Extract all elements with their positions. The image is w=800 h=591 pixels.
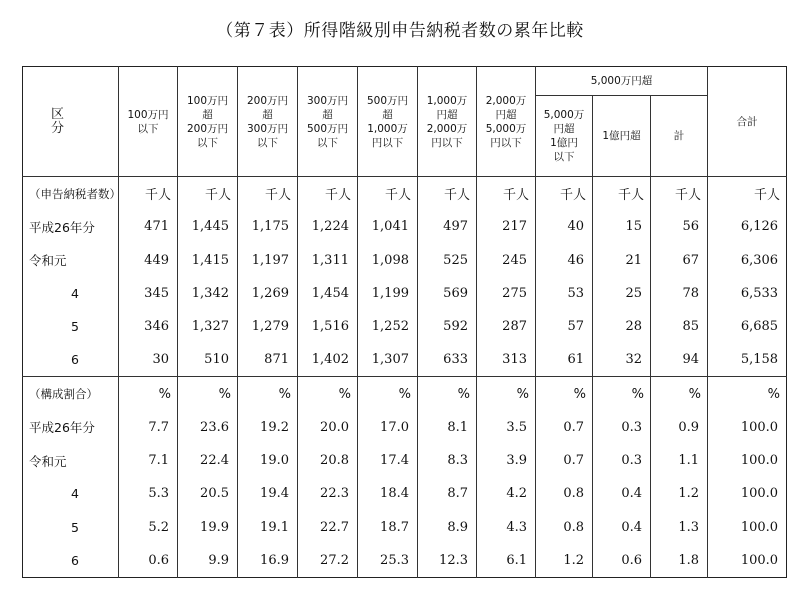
data-cell: 27.2 xyxy=(298,544,358,578)
row-label: 令和元 xyxy=(29,453,67,469)
data-cell: 40 xyxy=(536,210,593,243)
row-label: 6 xyxy=(71,552,79,568)
data-cell: 0.6 xyxy=(119,544,178,578)
data-cell: 0.9 xyxy=(651,411,708,444)
data-cell: 1.8 xyxy=(651,544,708,578)
data-cell: 20.0 xyxy=(298,411,358,444)
data-cell: 1,252 xyxy=(358,310,418,343)
unit-cell: 千人 xyxy=(418,177,477,211)
row-label: 6 xyxy=(71,352,79,368)
group-header-over-50m: 5,000万円超 xyxy=(536,67,708,96)
data-cell: 217 xyxy=(477,210,536,243)
data-cell: 1,279 xyxy=(238,310,298,343)
table-row xyxy=(23,310,787,343)
data-cell: 19.4 xyxy=(238,477,298,510)
data-cell: 17.4 xyxy=(358,444,418,477)
data-cell: 56 xyxy=(651,210,708,243)
data-cell: 30 xyxy=(119,343,178,377)
data-cell: 0.8 xyxy=(536,510,593,543)
data-cell: 275 xyxy=(477,277,536,310)
unit-cell: % xyxy=(651,377,708,411)
data-cell: 1,516 xyxy=(298,310,358,343)
data-cell: 22.4 xyxy=(178,444,238,477)
table-title: （第７表）所得階級別申告納税者数の累年比較 xyxy=(216,21,584,41)
column-header: 2,000万 円超 5,000万 円以下 xyxy=(477,67,536,177)
data-cell: 6,306 xyxy=(708,243,787,276)
data-cell: 57 xyxy=(536,310,593,343)
data-cell: 1.2 xyxy=(536,544,593,578)
data-cell: 346 xyxy=(119,310,178,343)
unit-cell: % xyxy=(178,377,238,411)
data-cell: 1.2 xyxy=(651,477,708,510)
data-cell: 1,402 xyxy=(298,343,358,377)
data-cell: 100.0 xyxy=(708,544,787,578)
unit-cell: 千人 xyxy=(238,177,298,211)
data-cell: 871 xyxy=(238,343,298,377)
unit-cell: 千人 xyxy=(358,177,418,211)
unit-cell: 千人 xyxy=(298,177,358,211)
unit-row xyxy=(23,177,787,211)
data-cell: 19.1 xyxy=(238,510,298,543)
row-label: 4 xyxy=(71,486,79,502)
data-cell: 5.3 xyxy=(119,477,178,510)
data-cell: 28 xyxy=(593,310,651,343)
data-cell: 7.7 xyxy=(119,411,178,444)
sub-column-header: 1億円超 xyxy=(593,96,651,177)
data-cell: 100.0 xyxy=(708,510,787,543)
table-row xyxy=(23,243,787,276)
data-cell: 20.8 xyxy=(298,444,358,477)
data-cell: 8.7 xyxy=(418,477,477,510)
data-cell: 46 xyxy=(536,243,593,276)
table-row xyxy=(23,277,787,310)
data-cell: 1,445 xyxy=(178,210,238,243)
unit-cell: 千人 xyxy=(477,177,536,211)
data-cell: 9.9 xyxy=(178,544,238,578)
data-cell: 100.0 xyxy=(708,444,787,477)
data-cell: 6.1 xyxy=(477,544,536,578)
section-label: （申告納税者数） xyxy=(23,177,119,211)
data-cell: 6,126 xyxy=(708,210,787,243)
unit-cell: 千人 xyxy=(178,177,238,211)
data-cell: 17.0 xyxy=(358,411,418,444)
sub-column-header: 5,000万 円超 1億円 以下 xyxy=(536,96,593,177)
data-cell: 6,533 xyxy=(708,277,787,310)
data-cell: 1,224 xyxy=(298,210,358,243)
row-label: 令和元 xyxy=(29,253,67,269)
data-cell: 85 xyxy=(651,310,708,343)
data-cell: 8.1 xyxy=(418,411,477,444)
data-cell: 3.9 xyxy=(477,444,536,477)
data-cell: 21 xyxy=(593,243,651,276)
data-cell: 569 xyxy=(418,277,477,310)
unit-cell: % xyxy=(593,377,651,411)
data-cell: 0.7 xyxy=(536,444,593,477)
data-cell: 22.3 xyxy=(298,477,358,510)
unit-cell: 千人 xyxy=(593,177,651,211)
data-cell: 313 xyxy=(477,343,536,377)
data-cell: 1,307 xyxy=(358,343,418,377)
table-row xyxy=(23,411,787,444)
data-cell: 15 xyxy=(593,210,651,243)
column-header: 100万円 超 200万円 以下 xyxy=(178,67,238,177)
data-cell: 20.5 xyxy=(178,477,238,510)
unit-cell: 千人 xyxy=(651,177,708,211)
data-cell: 25 xyxy=(593,277,651,310)
table-row xyxy=(23,210,787,243)
unit-cell: % xyxy=(298,377,358,411)
column-header: 500万円 超 1,000万 円以下 xyxy=(358,67,418,177)
data-cell: 510 xyxy=(178,343,238,377)
unit-cell: % xyxy=(238,377,298,411)
data-cell: 12.3 xyxy=(418,544,477,578)
column-header: 1,000万 円超 2,000万 円以下 xyxy=(418,67,477,177)
data-cell: 0.6 xyxy=(593,544,651,578)
table-row xyxy=(23,510,787,543)
row-label: 平成26年分 xyxy=(29,219,95,235)
data-cell: 8.3 xyxy=(418,444,477,477)
data-cell: 345 xyxy=(119,277,178,310)
data-cell: 32 xyxy=(593,343,651,377)
row-label: 4 xyxy=(71,285,79,301)
data-cell: 67 xyxy=(651,243,708,276)
data-cell: 94 xyxy=(651,343,708,377)
data-cell: 1,342 xyxy=(178,277,238,310)
data-cell: 25.3 xyxy=(358,544,418,578)
unit-cell: % xyxy=(477,377,536,411)
data-cell: 5,158 xyxy=(708,343,787,377)
sub-column-header: 計 xyxy=(651,96,708,177)
data-cell: 1.3 xyxy=(651,510,708,543)
unit-cell: 千人 xyxy=(119,177,178,211)
data-cell: 287 xyxy=(477,310,536,343)
data-cell: 0.4 xyxy=(593,510,651,543)
data-cell: 0.3 xyxy=(593,411,651,444)
data-cell: 78 xyxy=(651,277,708,310)
column-header-total: 合計 xyxy=(708,67,787,177)
row-label: 5 xyxy=(71,319,79,335)
data-cell: 1,415 xyxy=(178,243,238,276)
data-cell: 8.9 xyxy=(418,510,477,543)
data-cell: 525 xyxy=(418,243,477,276)
data-cell: 0.8 xyxy=(536,477,593,510)
unit-cell: % xyxy=(418,377,477,411)
unit-cell: 千人 xyxy=(536,177,593,211)
unit-row xyxy=(23,377,787,411)
data-cell: 4.2 xyxy=(477,477,536,510)
unit-cell: 千人 xyxy=(708,177,787,211)
data-cell: 7.1 xyxy=(119,444,178,477)
data-cell: 22.7 xyxy=(298,510,358,543)
data-cell: 100.0 xyxy=(708,477,787,510)
data-cell: 1,454 xyxy=(298,277,358,310)
table-row xyxy=(23,544,787,578)
data-cell: 471 xyxy=(119,210,178,243)
data-cell: 1,327 xyxy=(178,310,238,343)
data-cell: 633 xyxy=(418,343,477,377)
data-cell: 245 xyxy=(477,243,536,276)
data-cell: 19.2 xyxy=(238,411,298,444)
data-cell: 1,199 xyxy=(358,277,418,310)
data-cell: 1,098 xyxy=(358,243,418,276)
data-cell: 53 xyxy=(536,277,593,310)
unit-cell: % xyxy=(708,377,787,411)
data-cell: 1,311 xyxy=(298,243,358,276)
data-cell: 19.0 xyxy=(238,444,298,477)
data-cell: 0.4 xyxy=(593,477,651,510)
data-cell: 0.3 xyxy=(593,444,651,477)
unit-cell: % xyxy=(119,377,178,411)
data-cell: 18.7 xyxy=(358,510,418,543)
data-cell: 19.9 xyxy=(178,510,238,543)
data-cell: 100.0 xyxy=(708,411,787,444)
data-cell: 449 xyxy=(119,243,178,276)
unit-cell: % xyxy=(358,377,418,411)
data-cell: 5.2 xyxy=(119,510,178,543)
column-header: 100万円 以下 xyxy=(119,67,178,177)
data-cell: 1,269 xyxy=(238,277,298,310)
data-cell: 6,685 xyxy=(708,310,787,343)
data-cell: 1,175 xyxy=(238,210,298,243)
row-label: 平成26年分 xyxy=(29,420,95,436)
data-cell: 1,041 xyxy=(358,210,418,243)
table-row xyxy=(23,343,787,377)
data-cell: 23.6 xyxy=(178,411,238,444)
header-kubun: 区 分 xyxy=(51,106,138,136)
data-cell: 592 xyxy=(418,310,477,343)
data-cell: 1,197 xyxy=(238,243,298,276)
table-row xyxy=(23,444,787,477)
row-label: 5 xyxy=(71,519,79,535)
column-header: 200万円 超 300万円 以下 xyxy=(238,67,298,177)
data-cell: 497 xyxy=(418,210,477,243)
data-cell: 16.9 xyxy=(238,544,298,578)
column-header: 300万円 超 500万円 以下 xyxy=(298,67,358,177)
unit-cell: % xyxy=(536,377,593,411)
table-row xyxy=(23,477,787,510)
data-cell: 61 xyxy=(536,343,593,377)
data-cell: 4.3 xyxy=(477,510,536,543)
data-cell: 1.1 xyxy=(651,444,708,477)
section-label: （構成割合） xyxy=(23,377,119,411)
data-cell: 3.5 xyxy=(477,411,536,444)
data-cell: 0.7 xyxy=(536,411,593,444)
taxpayer-table xyxy=(22,66,787,578)
data-cell: 18.4 xyxy=(358,477,418,510)
